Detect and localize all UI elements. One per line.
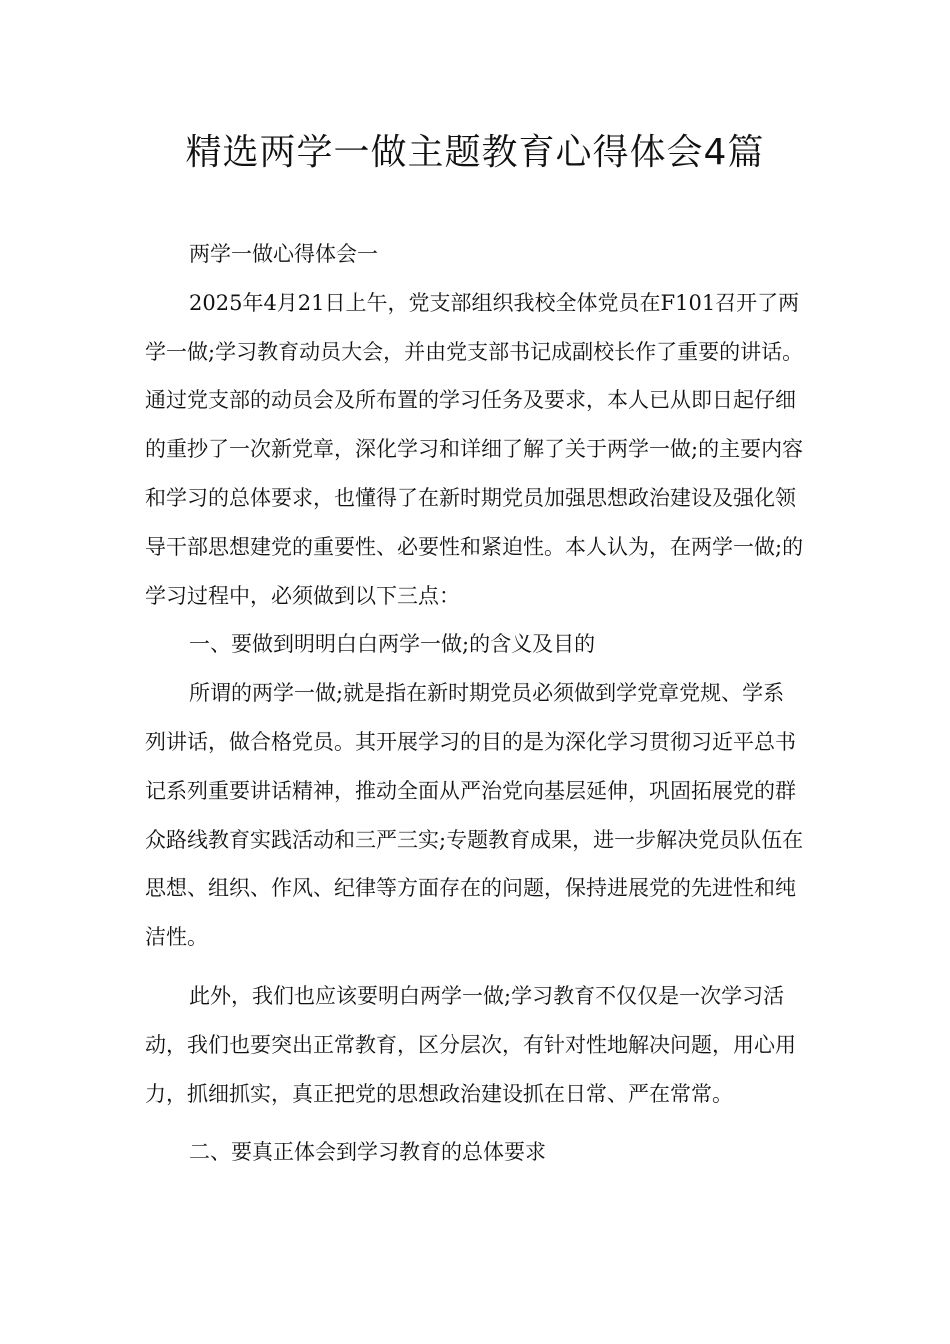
paragraph-also: 此外，我们也应该要明白两学一做;学习教育不仅仅是一次学习活动，我们也要突出正常教育，区分层次，有针对性地解决问题，用心用力，抓细抓实，真正把党的思想政治建设抓在日常、严在常常。 — [145, 983, 796, 1106]
section-heading-two: 二、要真正体会到学习教育的总体要求 — [189, 1140, 546, 1165]
paragraph-meeting: 2025年4月21日上午，党支部组织我校全体党员在F101召开了两学一做;学习教育动员大会，并由党支部书记成副校长作了重要的讲话。通过党支部的动员会及所布置的学习任务及要求，本人已从即日起仔细的重抄了一次新党章，深化学习和详细了解了关于两学一做;的主要内容和学习的总体要求，也懂得了在新时期党员加强思想政治建设及强化领导干部思想建党的重要性、必要性和紧迫性。本人认为，在两学一做;的学习过程中，必须做到以下三点： — [145, 290, 804, 608]
document-body — [145, 230, 805, 1177]
document-title: 精选两学一做主题教育心得体会4篇 — [185, 132, 765, 173]
section-heading-one: 一、要做到明明白白两学一做;的含义及目的 — [189, 632, 596, 657]
paragraph-meaning: 所谓的两学一做;就是指在新时期党员必须做到学党章党规、学系列讲话，做合格党员。其开展学习的目的是为深化学习贯彻习近平总书记系列重要讲话精神，推动全面从严治党向基层延伸，巩固拓展党的群众路线教育实践活动和三严三实;专题教育成果，进一步解决党员队伍在思想、组织、作风、纪律等方面存在的问题，保持进展党的先进性和纯洁性。 — [145, 681, 804, 950]
subheading-experience-one: 两学一做心得体会一 — [189, 242, 378, 266]
